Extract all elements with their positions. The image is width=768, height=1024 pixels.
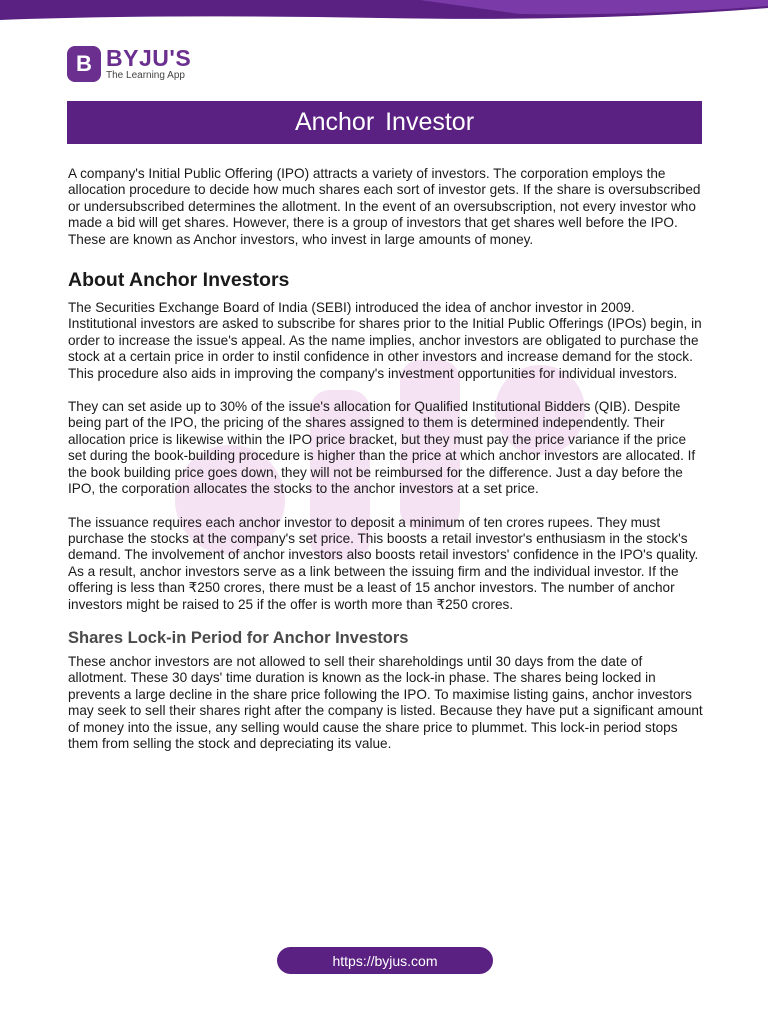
lockin-paragraph: These anchor investors are not allowed to sell their shareholdings until 30 days from the date of allotment. These 30 days' time duration is known as the lock-in phase. The shares being locked in prevents a large decline in the share price following the IPO. To maximise listing gains, anchor investors may seek to sell their shares right after the company is listed. Because they have put a significant amount of money into the issue, any selling would cause the share price to plummet. This lock-in period stops them from selling the stock and depreciating its value. bbox=[68, 653, 703, 751]
footer-url-link[interactable]: https://byjus.com bbox=[277, 947, 493, 974]
byjus-logo bbox=[67, 46, 191, 82]
section-heading-about: About Anchor Investors bbox=[68, 269, 290, 292]
logo-badge: B bbox=[67, 46, 101, 82]
section-heading-lockin: Shares Lock-in Period for Anchor Investors bbox=[68, 628, 409, 647]
intro-paragraph: A company's Initial Public Offering (IPO) attracts a variety of investors. The corporation employs the allocation procedure to decide how much shares each sort of investor gets. If the share is oversubscribed or undersubscribed determines the allotment. In the event of an oversubscription, not every investor who made a bid will get shares. However, there is a group of investors that get shares well before the IPO. These are known as Anchor investors, who invest in large amounts of money. bbox=[68, 166, 701, 247]
document-body bbox=[68, 166, 704, 752]
about-paragraph-3: The issuance requires each anchor investor to deposit a minimum of ten crores rupees. They must purchase the stocks at the company's set price. This boosts a retail investor's enthusiasm in the stock's demand. The involvement of anchor investors also boosts retail investors' confidence in the IPO's quality. As a result, anchor investors serve as a link between the issuing firm and the individual investor. If the offering is less than ₹250 crores, there must be a least of 15 anchor investors. The number of anchor investors might be raised to 25 if the offer is worth more than ₹250 crores. bbox=[68, 514, 699, 612]
page-title: Anchor Investor bbox=[67, 101, 702, 144]
about-paragraph-2: They can set aside up to 30% of the issue's allocation for Qualified Institutional Bidders (QIB). Despite being part of the IPO, the pricing of the shares assigned to them is determined independently. Their allocation price is likewise within the IPO price bracket, but they must pay the price variance if the price set during the book-building procedure is higher than the price at which anchor investors are allocated. If the book building price goes down, they will not be reimbursed for the difference. Just a day before the IPO, the corporation allocates the stocks to the anchor investors at a set price. bbox=[68, 399, 696, 497]
about-paragraph-1: The Securities Exchange Board of India (SEBI) introduced the idea of anchor investor in 2009. Institutional investors are asked to subscribe for shares prior to the Initial Public Offerings (IPOs) begin, in order to increase the issue's appeal. As the name implies, anchor investors are obligated to purchase the stock at a certain price in order to instil confidence in other investors and increase demand for the stock. This procedure also aids in improving the company's investment opportunities for individual investors. bbox=[68, 300, 702, 381]
logo-name: BYJU'S bbox=[106, 45, 192, 71]
logo-tagline: The Learning App bbox=[106, 70, 185, 81]
header-swoosh bbox=[0, 0, 768, 26]
